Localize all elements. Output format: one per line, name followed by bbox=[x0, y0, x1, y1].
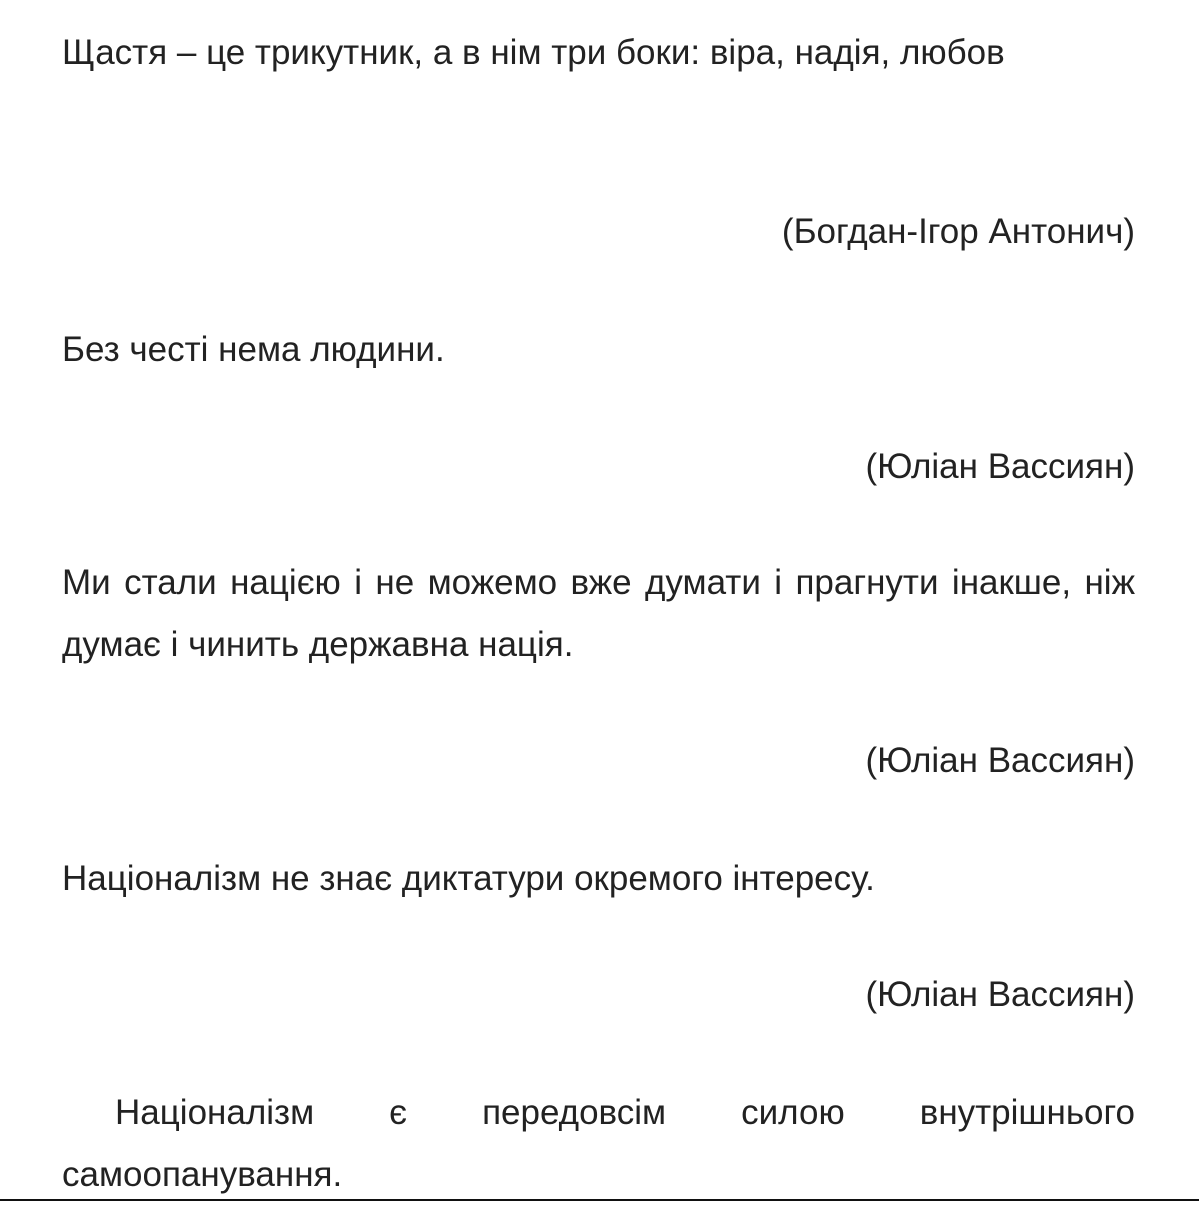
quote-text: Ми стали нацією і не можемо вже думати і прагнути інакше, ніж думає і чинить державна нація. bbox=[62, 563, 1135, 664]
quote-author: (Юліан Вассиян) bbox=[865, 741, 1135, 780]
quote-author: (Богдан-Ігор Антонич) bbox=[781, 212, 1135, 251]
quote-author: (Юліан Вассиян) bbox=[865, 447, 1135, 486]
quote-text: Націоналізм є передовсім силою внутрішнього самоопанування. bbox=[62, 1093, 1135, 1194]
quote-text: Націоналізм не знає диктатури окремого інтересу. bbox=[62, 859, 875, 898]
quote-author: (Юліан Вассиян) bbox=[865, 975, 1135, 1014]
quote-text: Щастя – це трикутник, а в нім три боки: віра, надія, любов bbox=[62, 33, 1005, 72]
quote-text: Без честі нема людини. bbox=[62, 330, 445, 369]
quotes-document bbox=[62, 0, 1135, 1199]
